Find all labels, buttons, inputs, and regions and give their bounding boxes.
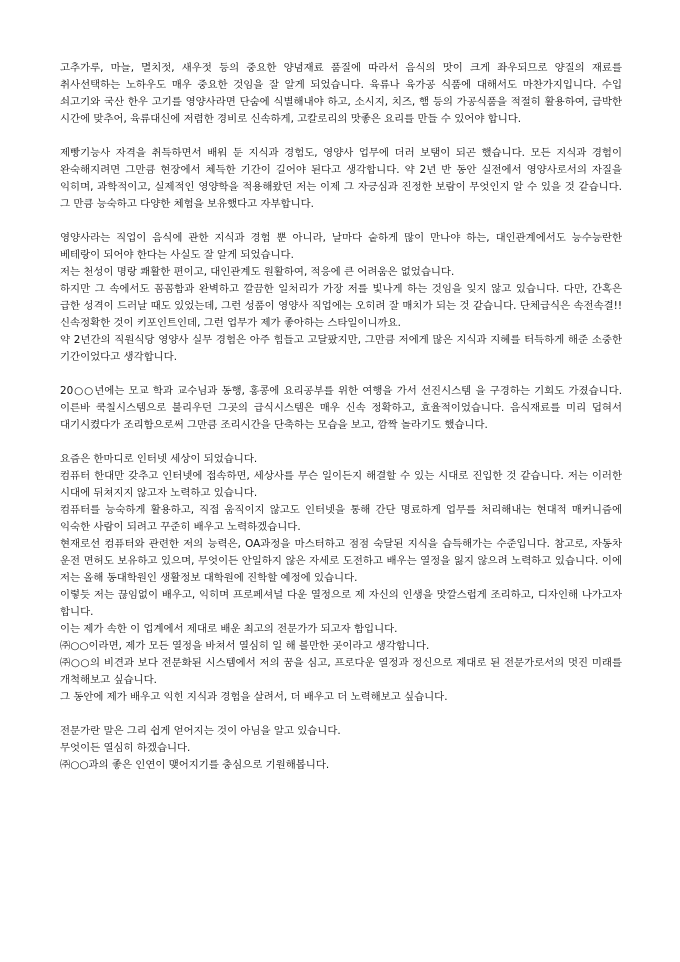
- paragraph-line: 무엇이든 열심히 하겠습니다.: [60, 742, 191, 754]
- paragraph-line: 이는 제가 속한 이 업계에서 제대로 배운 최고의 전문가가 되고자 함입니다.: [60, 623, 398, 635]
- paragraph-line: 저는 천성이 명랑 쾌활한 편이고, 대인관계도 원활하여, 적응에 큰 어려움은 없었습니다.: [60, 266, 455, 278]
- paragraph-line: 이렇듯 저는 끊임없이 배우고, 익히며 프로페셔널 다운 열정으로 제 자신의 인생을 맛깔스럽게 조리하고, 디자인해 나가고자 합니다.: [60, 589, 622, 618]
- paragraph-line: 약 2년간의 직원식당 영양사 실무 경험은 아주 힘들고 고달팠지만, 그만큼 저에게 많은 지식과 지혜를 터득하게 해준 소중한 기간이었다고 생각합니다.: [60, 334, 622, 363]
- paragraph-line: 고추가루, 마늘, 멸치젓, 새우젓 등의 중요한 양념재료 품질에 따라서 음식의 맛이 크게 좌우되므로 양질의 재료를 취사선택하는 노하우도 매우 중요한 것임을 잘 알게 되었습니다. 육류나 육가공 식품에 대해서도 마찬가지입니다. 수입 쇠고기와 국산 한우 고기를 영양사라면 단숨에 식별해내야 하고, 소시지, 치즈, 햄 등의 가공식품을 적절히 활용하여, 급박한 시간에 맞추어, 육류대신에 저렴한 경비로 신속하게, 고칼로리의 맛좋은 요리를 만들 수 있어야 합니다.: [60, 62, 622, 125]
- paragraph-hongkong-trip: [60, 383, 622, 434]
- paragraph-line: 제빵기능사 자격을 취득하면서 배워 둔 지식과 경험도, 영양사 업무에 더러 보탬이 되곤 했습니다. 모든 지식과 경험이 완숙해지려면 그만큼 현장에서 체득한 기간이 길어야 된다고 생각합니다. 약 2년 반 동안 실전에서 영양사로서의 자질을 익히며, 과학적이고, 실제적인 영양학을 적용해왔던 저는 이제 그 자긍심과 진정한 보람이 무엇인지 알 수 있을 것 같습니다. 그 만큼 능숙하고 다양한 체험을 보유했다고 자부합니다.: [60, 147, 622, 210]
- paragraph-line: 컴퓨터를 능숙하게 활용하고, 직접 움직이지 않고도 인터넷을 통해 간단 명료하게 업무를 처리해내는 현대적 매커니즘에 익숙한 사람이 되려고 꾸준히 배우고 노력하겠습니다.: [60, 504, 622, 533]
- paragraph-line: ㈜○○이라면, 제가 모든 열정을 바쳐서 열심히 일 해 볼만한 곳이라고 생각합니다.: [60, 640, 430, 652]
- paragraph-line: 그 동안에 제가 배우고 익힌 지식과 경험을 살려서, 더 배우고 더 노력해보고 싶습니다.: [60, 691, 448, 703]
- paragraph-line: 현재로선 컴퓨터와 관련한 저의 능력은, OA과정을 마스터하고 점점 숙달된 지식을 습득해가는 수준입니다. 참고로, 자동차 운전 면허도 보유하고 있으며, 무엇이든 안일하지 않은 자세로 도전하고 배우는 열정을 잃지 않으려 노력하고 있습니다. 이에 저는 올해 동대학원인 생활정보 대학원에 진학할 예정에 있습니다.: [60, 538, 622, 584]
- paragraph-line: ㈜○○의 비견과 보다 전문화된 시스템에서 저의 꿈을 심고, 프로다운 열정과 정신으로 제대로 된 전문가로서의 멋진 미래를 개척해보고 싶습니다.: [60, 657, 622, 686]
- paragraph-internet-computer-skills: [60, 451, 622, 706]
- document-page: [60, 60, 622, 791]
- paragraph-line: ㈜○○과의 좋은 인연이 맺어지기를 충심으로 기원해봅니다.: [60, 759, 330, 771]
- paragraph-line: 하지만 그 속에서도 꼼꼼함과 완벽하고 깔끔한 일처리가 가장 저를 빛나게 하는 것임을 잊지 않고 있습니다. 다만, 간혹은 급한 성격이 드러날 때도 있었는데, 그런 성품이 영양사 직업에는 오히려 잘 매치가 되는 것 같습니다. 단체급식은 속전속결!! 신속정확한 것이 키포인트인데, 그런 업무가 제가 좋아하는 스타일이니까요.: [60, 283, 622, 329]
- paragraph-line: 전문가란 말은 그리 쉽게 얻어지는 것이 아님을 알고 있습니다.: [60, 725, 341, 737]
- paragraph-line: 20○○년에는 모교 학과 교수님과 동행, 홍콩에 요리공부를 위한 여행을 가서 선진시스템 을 구경하는 기회도 가졌습니다. 이른바 쿡칠시스템으로 불리우던 그곳의 급식시스템은 매우 신속 정확하고, 효율적이었습니다. 음식재료를 미리 덥혀서 대기시켰다가 조리함으로써 그만큼 조리시간을 단축하는 모습을 보고, 깜짝 놀라기도 했습니다.: [60, 385, 622, 431]
- paragraph-closing: [60, 723, 622, 774]
- paragraph-line: 컴퓨터 한대만 갖추고 인터넷에 접속하면, 세상사를 무슨 일이든지 해결할 수 있는 시대로 진입한 것 같습니다. 저는 이러한 시대에 뒤쳐지지 않고자 노력하고 있습니다.: [60, 470, 622, 499]
- paragraph-seasoning-ingredients: [60, 60, 622, 128]
- paragraph-bakery-certificate: [60, 145, 622, 213]
- paragraph-dietitian-relationships: [60, 230, 622, 366]
- paragraph-line: 영양사라는 직업이 음식에 관한 지식과 경험 뿐 아니라, 날마다 숱하게 많이 만나야 하는, 대인관계에서도 능수능란한 베테랑이 되어야 한다는 사실도 잘 알게 되었습니다.: [60, 232, 622, 261]
- paragraph-line: 요즘은 한마디로 인터넷 세상이 되었습니다.: [60, 453, 258, 465]
